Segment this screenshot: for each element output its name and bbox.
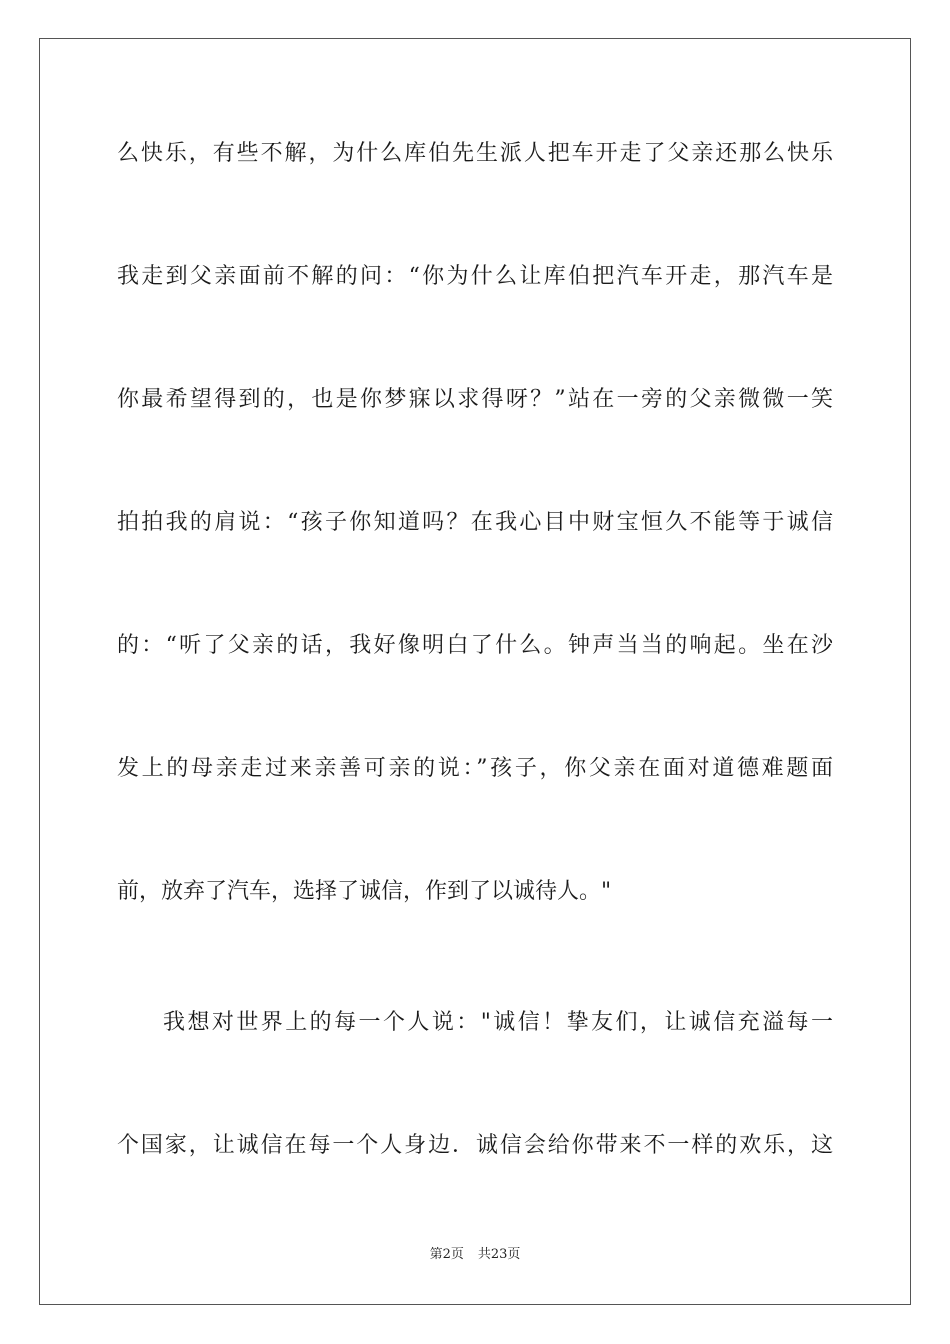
body-text-line: 我走到父亲面前不解的问：“你为什么让库伯把汽车开走，那汽车是: [117, 264, 833, 289]
body-text-line: 么快乐，有些不解，为什么库伯先生派人把车开走了父亲还那么快乐: [117, 141, 833, 166]
body-text-line: 你最希望得到的，也是你梦寐以求得呀？”站在一旁的父亲微微一笑: [117, 387, 833, 412]
body-text-line: 我想对世界上的每一个人说："诚信！挚友们，让诚信充溢每一: [163, 1010, 833, 1035]
page-border: [39, 38, 911, 1305]
body-text-line: 个国家，让诚信在每一个人身边．诚信会给你带来不一样的欢乐，这: [117, 1133, 833, 1158]
page-number: 第2页: [429, 1247, 464, 1262]
page-footer: [0, 1246, 950, 1264]
body-text-line: 发上的母亲走过来亲善可亲的说：”孩子，你父亲在面对道德难题面: [117, 756, 833, 781]
body-text-line: 拍拍我的肩说：“孩子你知道吗？在我心目中财宝恒久不能等于诚信: [117, 510, 833, 535]
body-text-line: 前，放弃了汽车，选择了诚信，作到了以诚待人。": [117, 879, 612, 904]
body-text-line: 的：“听了父亲的话，我好像明白了什么。钟声当当的响起。坐在沙: [117, 633, 833, 658]
page-total: 共23页: [477, 1247, 521, 1262]
